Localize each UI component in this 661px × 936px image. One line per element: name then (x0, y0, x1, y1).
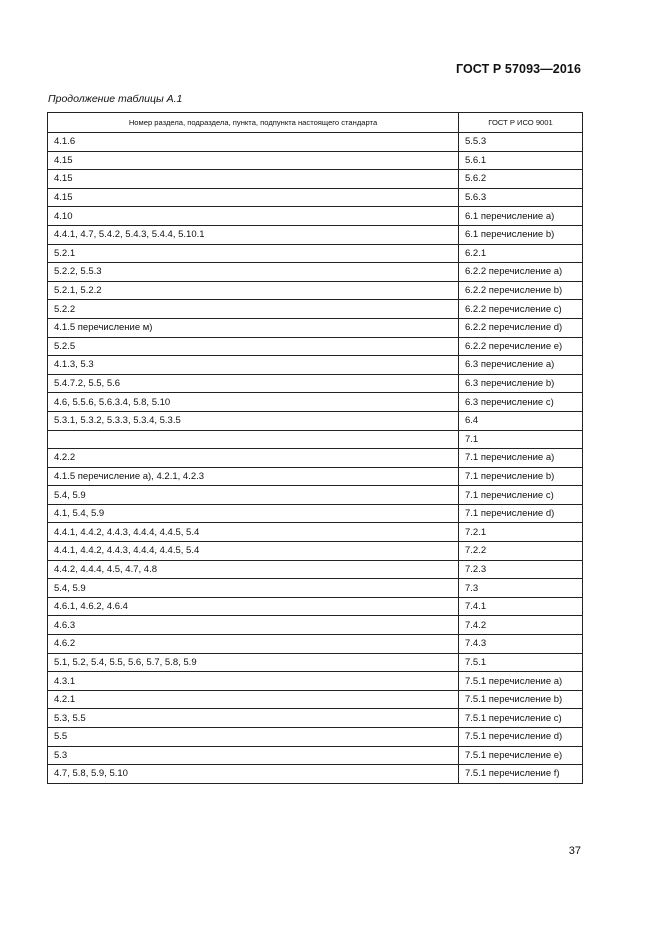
standard-section-cell: 4.1.3, 5.3 (48, 356, 459, 375)
standard-section-cell: 5.2.5 (48, 337, 459, 356)
table-row (48, 151, 583, 170)
table-row (48, 263, 583, 282)
iso-clause-cell: 6.3 перечисление с) (459, 393, 583, 412)
iso-clause-cell: 6.2.2 перечисление а) (459, 263, 583, 282)
table-row (48, 653, 583, 672)
standard-section-cell: 4.1, 5.4, 5.9 (48, 504, 459, 523)
iso-clause-cell: 7.4.1 (459, 597, 583, 616)
standard-section-cell: 4.4.1, 4.4.2, 4.4.3, 4.4.4, 4.4.5, 5.4 (48, 523, 459, 542)
iso-clause-cell: 7.1 перечисление с) (459, 486, 583, 505)
iso-clause-cell: 7.1 (459, 430, 583, 449)
table-row (48, 467, 583, 486)
table-row (48, 318, 583, 337)
table-row (48, 690, 583, 709)
iso-clause-cell: 6.3 перечисление а) (459, 356, 583, 375)
document-code: ГОСТ Р 57093—2016 (455, 62, 581, 76)
table-row (48, 374, 583, 393)
standard-section-cell: 4.15 (48, 170, 459, 189)
standard-section-cell: 5.3.1, 5.3.2, 5.3.3, 5.3.4, 5.3.5 (48, 411, 459, 430)
standard-section-cell: 5.2.1 (48, 244, 459, 263)
iso-clause-cell: 6.2.2 перечисление с) (459, 300, 583, 319)
standard-section-cell: 5.2.2 (48, 300, 459, 319)
table-row (48, 542, 583, 561)
correspondence-table (47, 112, 583, 784)
iso-clause-cell: 7.1 перечисление d) (459, 504, 583, 523)
standard-section-cell: 4.6.2 (48, 635, 459, 654)
table-row (48, 449, 583, 468)
table-caption: Продолжение таблицы А.1 (48, 93, 183, 105)
iso-clause-cell: 7.5.1 перечисление а) (459, 672, 583, 691)
column-header-iso-9001: ГОСТ Р ИСО 9001 (459, 113, 583, 133)
iso-clause-cell: 6.2.2 перечисление b) (459, 281, 583, 300)
table-row (48, 597, 583, 616)
standard-section-cell: 4.1.6 (48, 133, 459, 152)
table-row (48, 356, 583, 375)
table-row (48, 411, 583, 430)
table-row (48, 765, 583, 784)
standard-section-cell: 4.2.2 (48, 449, 459, 468)
iso-clause-cell: 6.1 перечисление а) (459, 207, 583, 226)
standard-section-cell: 5.2.2, 5.5.3 (48, 263, 459, 282)
iso-clause-cell: 5.6.3 (459, 188, 583, 207)
iso-clause-cell: 7.1 перечисление а) (459, 449, 583, 468)
standard-section-cell: 5.4.7.2, 5.5, 5.6 (48, 374, 459, 393)
table-row (48, 281, 583, 300)
table-row (48, 133, 583, 152)
iso-clause-cell: 6.2.1 (459, 244, 583, 263)
table-body (48, 133, 583, 784)
iso-clause-cell: 7.5.1 (459, 653, 583, 672)
iso-clause-cell: 7.1 перечисление b) (459, 467, 583, 486)
table-row (48, 672, 583, 691)
iso-clause-cell: 7.4.2 (459, 616, 583, 635)
table-row (48, 579, 583, 598)
iso-clause-cell: 7.5.1 перечисление е) (459, 746, 583, 765)
table-row (48, 616, 583, 635)
standard-section-cell: 4.4.1, 4.4.2, 4.4.3, 4.4.4, 4.4.5, 5.4 (48, 542, 459, 561)
standard-section-cell: 4.7, 5.8, 5.9, 5.10 (48, 765, 459, 784)
table-row (48, 188, 583, 207)
standard-section-cell: 4.4.1, 4.7, 5.4.2, 5.4.3, 5.4.4, 5.10.1 (48, 225, 459, 244)
iso-clause-cell: 6.3 перечисление b) (459, 374, 583, 393)
column-header-standard-sections: Номер раздела, подраздела, пункта, подпункта настоящего стандарта (48, 113, 459, 133)
iso-clause-cell: 7.2.3 (459, 560, 583, 579)
iso-clause-cell: 6.1 перечисление b) (459, 225, 583, 244)
table-row (48, 635, 583, 654)
table-row (48, 170, 583, 189)
table-row (48, 709, 583, 728)
iso-clause-cell: 6.4 (459, 411, 583, 430)
table-row (48, 728, 583, 747)
standard-section-cell: 4.6.1, 4.6.2, 4.6.4 (48, 597, 459, 616)
table-row (48, 746, 583, 765)
standard-section-cell: 4.10 (48, 207, 459, 226)
iso-clause-cell: 5.6.1 (459, 151, 583, 170)
table-row (48, 244, 583, 263)
standard-section-cell: 5.5 (48, 728, 459, 747)
iso-clause-cell: 7.5.1 перечисление b) (459, 690, 583, 709)
standard-section-cell: 5.3, 5.5 (48, 709, 459, 728)
table-row (48, 523, 583, 542)
standard-section-cell: 4.4.2, 4.4.4, 4.5, 4.7, 4.8 (48, 560, 459, 579)
table-row (48, 300, 583, 319)
standard-section-cell: 4.1.5 перечисление а), 4.2.1, 4.2.3 (48, 467, 459, 486)
iso-clause-cell: 7.3 (459, 579, 583, 598)
standard-section-cell: 5.4, 5.9 (48, 486, 459, 505)
table-row (48, 486, 583, 505)
standard-section-cell: 4.3.1 (48, 672, 459, 691)
iso-clause-cell: 6.2.2 перечисление е) (459, 337, 583, 356)
standard-section-cell: 5.1, 5.2, 5.4, 5.5, 5.6, 5.7, 5.8, 5.9 (48, 653, 459, 672)
standard-section-cell: 4.6, 5.5.6, 5.6.3.4, 5.8, 5.10 (48, 393, 459, 412)
standard-section-cell: 5.4, 5.9 (48, 579, 459, 598)
iso-clause-cell: 7.4.3 (459, 635, 583, 654)
iso-clause-cell: 7.2.1 (459, 523, 583, 542)
standard-section-cell: 4.6.3 (48, 616, 459, 635)
iso-clause-cell: 6.2.2 перечисление d) (459, 318, 583, 337)
iso-clause-cell: 5.6.2 (459, 170, 583, 189)
table-row (48, 560, 583, 579)
iso-clause-cell: 7.2.2 (459, 542, 583, 561)
table-row (48, 207, 583, 226)
table-row (48, 430, 583, 449)
table-row (48, 504, 583, 523)
iso-clause-cell: 5.5.3 (459, 133, 583, 152)
table-header-row (48, 113, 583, 133)
iso-clause-cell: 7.5.1 перечисление d) (459, 728, 583, 747)
standard-section-cell (48, 430, 459, 449)
standard-section-cell: 5.2.1, 5.2.2 (48, 281, 459, 300)
standard-section-cell: 4.1.5 перечисление м) (48, 318, 459, 337)
table-row (48, 337, 583, 356)
standard-section-cell: 4.2.1 (48, 690, 459, 709)
iso-clause-cell: 7.5.1 перечисление f) (459, 765, 583, 784)
iso-clause-cell: 7.5.1 перечисление с) (459, 709, 583, 728)
standard-section-cell: 4.15 (48, 188, 459, 207)
standard-section-cell: 5.3 (48, 746, 459, 765)
page-number: 37 (568, 845, 581, 857)
standard-section-cell: 4.15 (48, 151, 459, 170)
table-row (48, 393, 583, 412)
table-row (48, 225, 583, 244)
